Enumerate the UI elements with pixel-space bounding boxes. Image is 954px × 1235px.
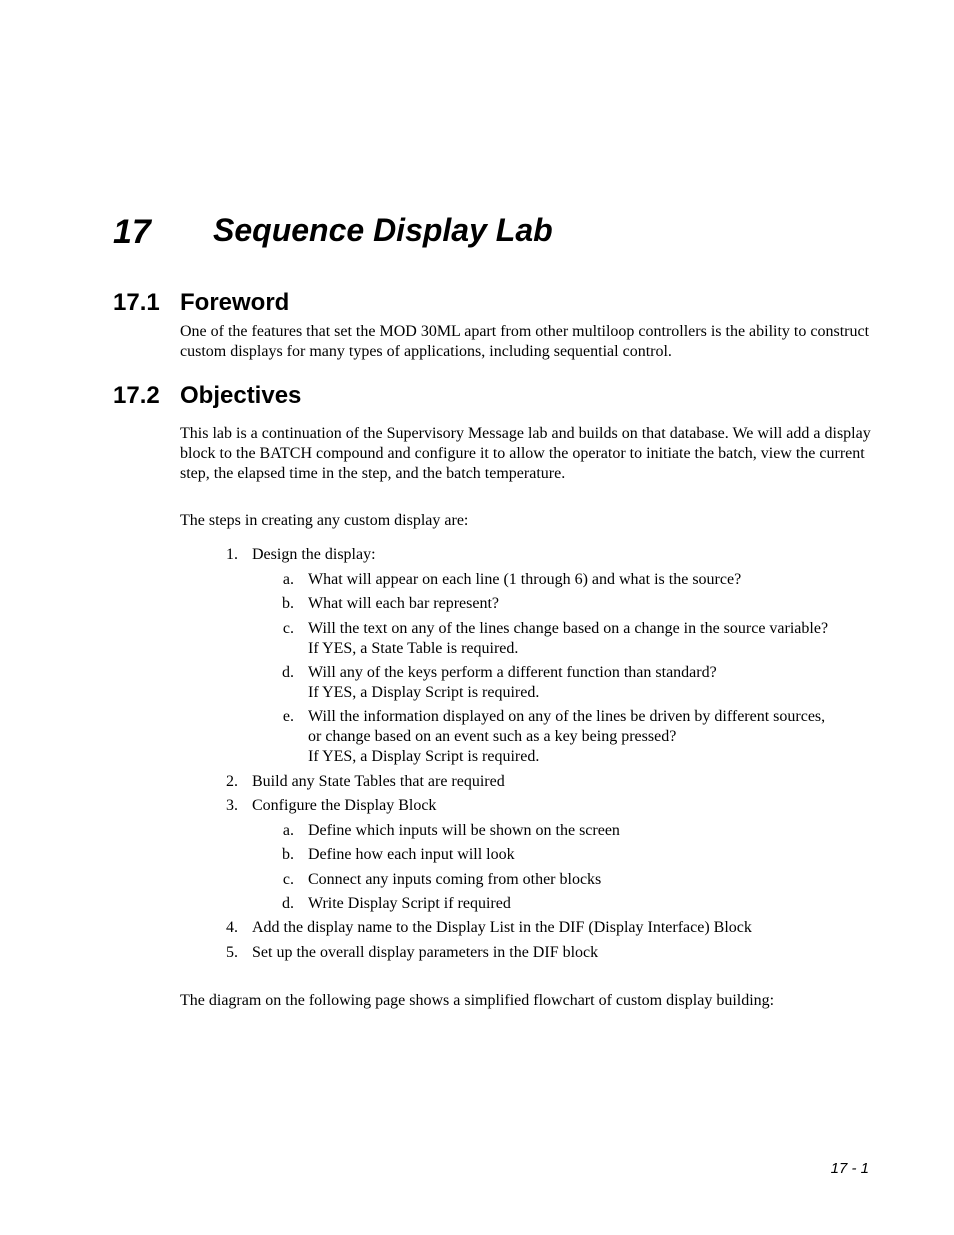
substep-text: Write Display Script if required	[308, 895, 511, 912]
step-marker: 2.	[226, 773, 238, 790]
substep-marker: c.	[282, 871, 294, 888]
substep-text: Define which inputs will be shown on the screen	[308, 822, 620, 839]
section-title-objectives: Objectives	[180, 382, 302, 409]
steps-intro: The steps in creating any custom display are:	[180, 512, 469, 529]
substep-marker: b.	[282, 595, 294, 612]
step-marker: 1.	[226, 546, 238, 563]
substep-marker: e.	[282, 708, 294, 725]
substep-text: Will the information displayed on any of the lines be driven by different sources,	[308, 708, 826, 725]
substep-text-continuation: or change based on an event such as a key being pressed?	[308, 728, 677, 745]
substep-marker: d.	[282, 895, 294, 912]
section-number-foreword: 17.1	[113, 289, 160, 316]
substep-marker: a.	[282, 571, 294, 588]
substep-text-continuation: If YES, a Display Script is required.	[308, 684, 540, 701]
step-text: Set up the overall display parameters in the DIF block	[252, 944, 599, 961]
substep-marker: c.	[282, 620, 294, 637]
section-number-objectives: 17.2	[113, 382, 160, 409]
chapter-number: 17	[113, 213, 151, 251]
substep-text: Will the text on any of the lines change based on a change in the source variable?	[308, 620, 829, 637]
substep-text: Define how each input will look	[308, 846, 515, 863]
substep-text: Will any of the keys perform a different function than standard?	[308, 664, 717, 681]
objectives-paragraph: This lab is a continuation of the Supervisory Message lab and builds on that database. We will add a display block to the BATCH compound and configure it to allow the operator to initiate the batch, view the current step, the elapsed time in the step, and the batch temperature.	[180, 425, 871, 482]
substep-text: Connect any inputs coming from other blocks	[308, 871, 602, 888]
step-marker: 3.	[226, 797, 238, 814]
page-number: 17 - 1	[830, 1160, 869, 1177]
section-title-foreword: Foreword	[180, 289, 290, 316]
closing-paragraph: The diagram on the following page shows a simplified flowchart of custom display building:	[180, 992, 775, 1009]
step-text: Configure the Display Block	[252, 797, 437, 814]
substep-marker: a.	[282, 822, 294, 839]
substep-text: What will appear on each line (1 through 6) and what is the source?	[308, 571, 742, 588]
step-text: Add the display name to the Display List in the DIF (Display Interface) Block	[252, 919, 752, 936]
step-text: Design the display:	[252, 546, 376, 563]
substep-marker: b.	[282, 846, 294, 863]
step-text: Build any State Tables that are required	[252, 773, 505, 790]
chapter-title: Sequence Display Lab	[213, 212, 553, 248]
step-marker: 5.	[226, 944, 238, 961]
substep-text: What will each bar represent?	[308, 595, 500, 612]
substep-text-continuation: If YES, a Display Script is required.	[308, 748, 540, 765]
substep-marker: d.	[282, 664, 294, 681]
step-marker: 4.	[226, 919, 238, 936]
foreword-paragraph: One of the features that set the MOD 30ML apart from other multiloop controllers is the ability to construct custom displays for many types of applications, including sequential control.	[180, 323, 870, 360]
substep-text-continuation: If YES, a State Table is required.	[308, 640, 519, 657]
